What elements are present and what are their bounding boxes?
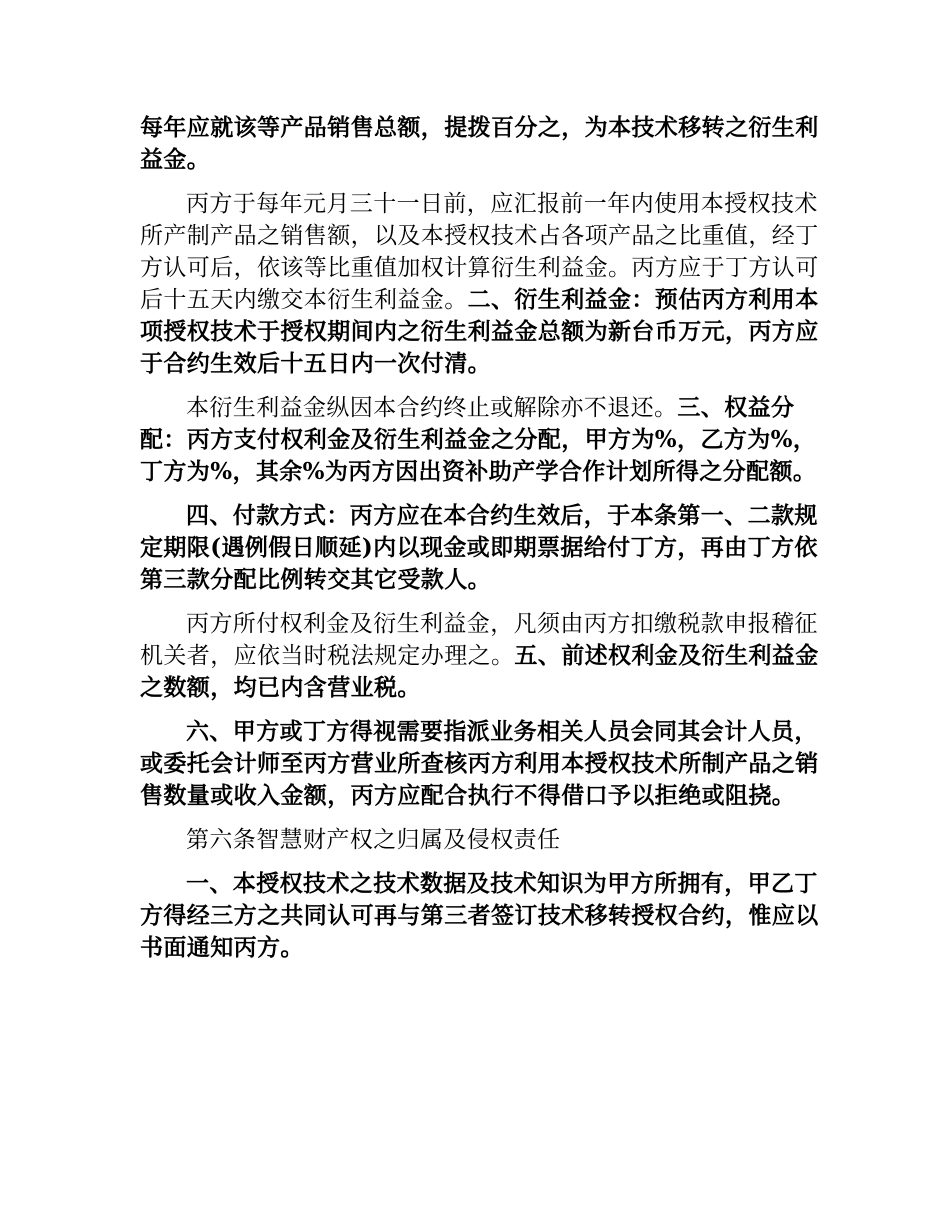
clause-heading-ownership: 一、本授权技术之技术数据及技术知识为甲方所拥有，甲乙丁方得经三方之共同认可再与第三者签订技术移转授权合约，惟应以书面通知丙方。	[140, 870, 819, 961]
clause-heading-payment: 四、付款方式：丙方应在本合约生效后，于本条第一、二款规定期限(遇例假日顺延)内以现金或即期票据给付丁方，再由丁方依第三款分配比例转交其它受款人。	[140, 502, 818, 593]
clause-heading-audit: 六、甲方或丁方得视需要指派业务相关人员会同其会计人员，或委托会计师至丙方营业所查核丙方利用本授权技术所制产品之销售数量或收入金额，丙方应配合执行不得借口予以拒绝或阻挠。	[140, 718, 819, 809]
clause-heading-distribution: 三、权益分配：丙方支付权利金及衍生利益金之分配，甲方为%，乙方为%，丁方为%，其余%为丙方因出资补助产学合作计划所得之分配额。	[140, 394, 817, 485]
clause-text: 本衍生利益金纵因本合约终止或解除亦不退还。	[186, 395, 678, 421]
paragraph-derivative-share	[140, 112, 822, 176]
clause-heading-tax-included: 五、前述权利金及衍生利益金之数额，均已内含营业税。	[140, 642, 819, 701]
paragraph-no-refund	[140, 392, 822, 488]
paragraph-payment-method	[140, 500, 822, 596]
clause-text: 丙方于每年元月三十一日前，应汇报前一年内使用本授权技术所产制产品之销售额，以及本授权技术占各项产品之比重值，经丁方认可后，依该等比重值加权计算衍生利益金。丙方应于丁方认可后十五天内缴交本衍生利益金。	[140, 191, 819, 313]
paragraph-tax	[140, 608, 822, 704]
clause-heading-derivative: 二、衍生利益金：预估丙方利用本项授权技术于授权期间内之衍生利益金总额为新台币万元，丙方应于合约生效后十五日内一次付清。	[140, 286, 819, 377]
clause-text: 丙方所付权利金及衍生利益金，凡须由丙方扣缴税款申报稽征机关者，应依当时税法规定办理之。	[140, 611, 818, 669]
paragraph-audit	[140, 716, 822, 812]
document-page	[140, 112, 822, 976]
clause-text: 每年应就该等产品销售总额，提拨百分之，为本技术移转之衍生利益金。	[140, 114, 819, 173]
article-heading: 第六条智慧财产权之归属及侵权责任	[186, 827, 561, 853]
paragraph-ip-ownership	[140, 868, 822, 964]
paragraph-sales-report	[140, 188, 822, 380]
article-six-title	[140, 824, 822, 856]
